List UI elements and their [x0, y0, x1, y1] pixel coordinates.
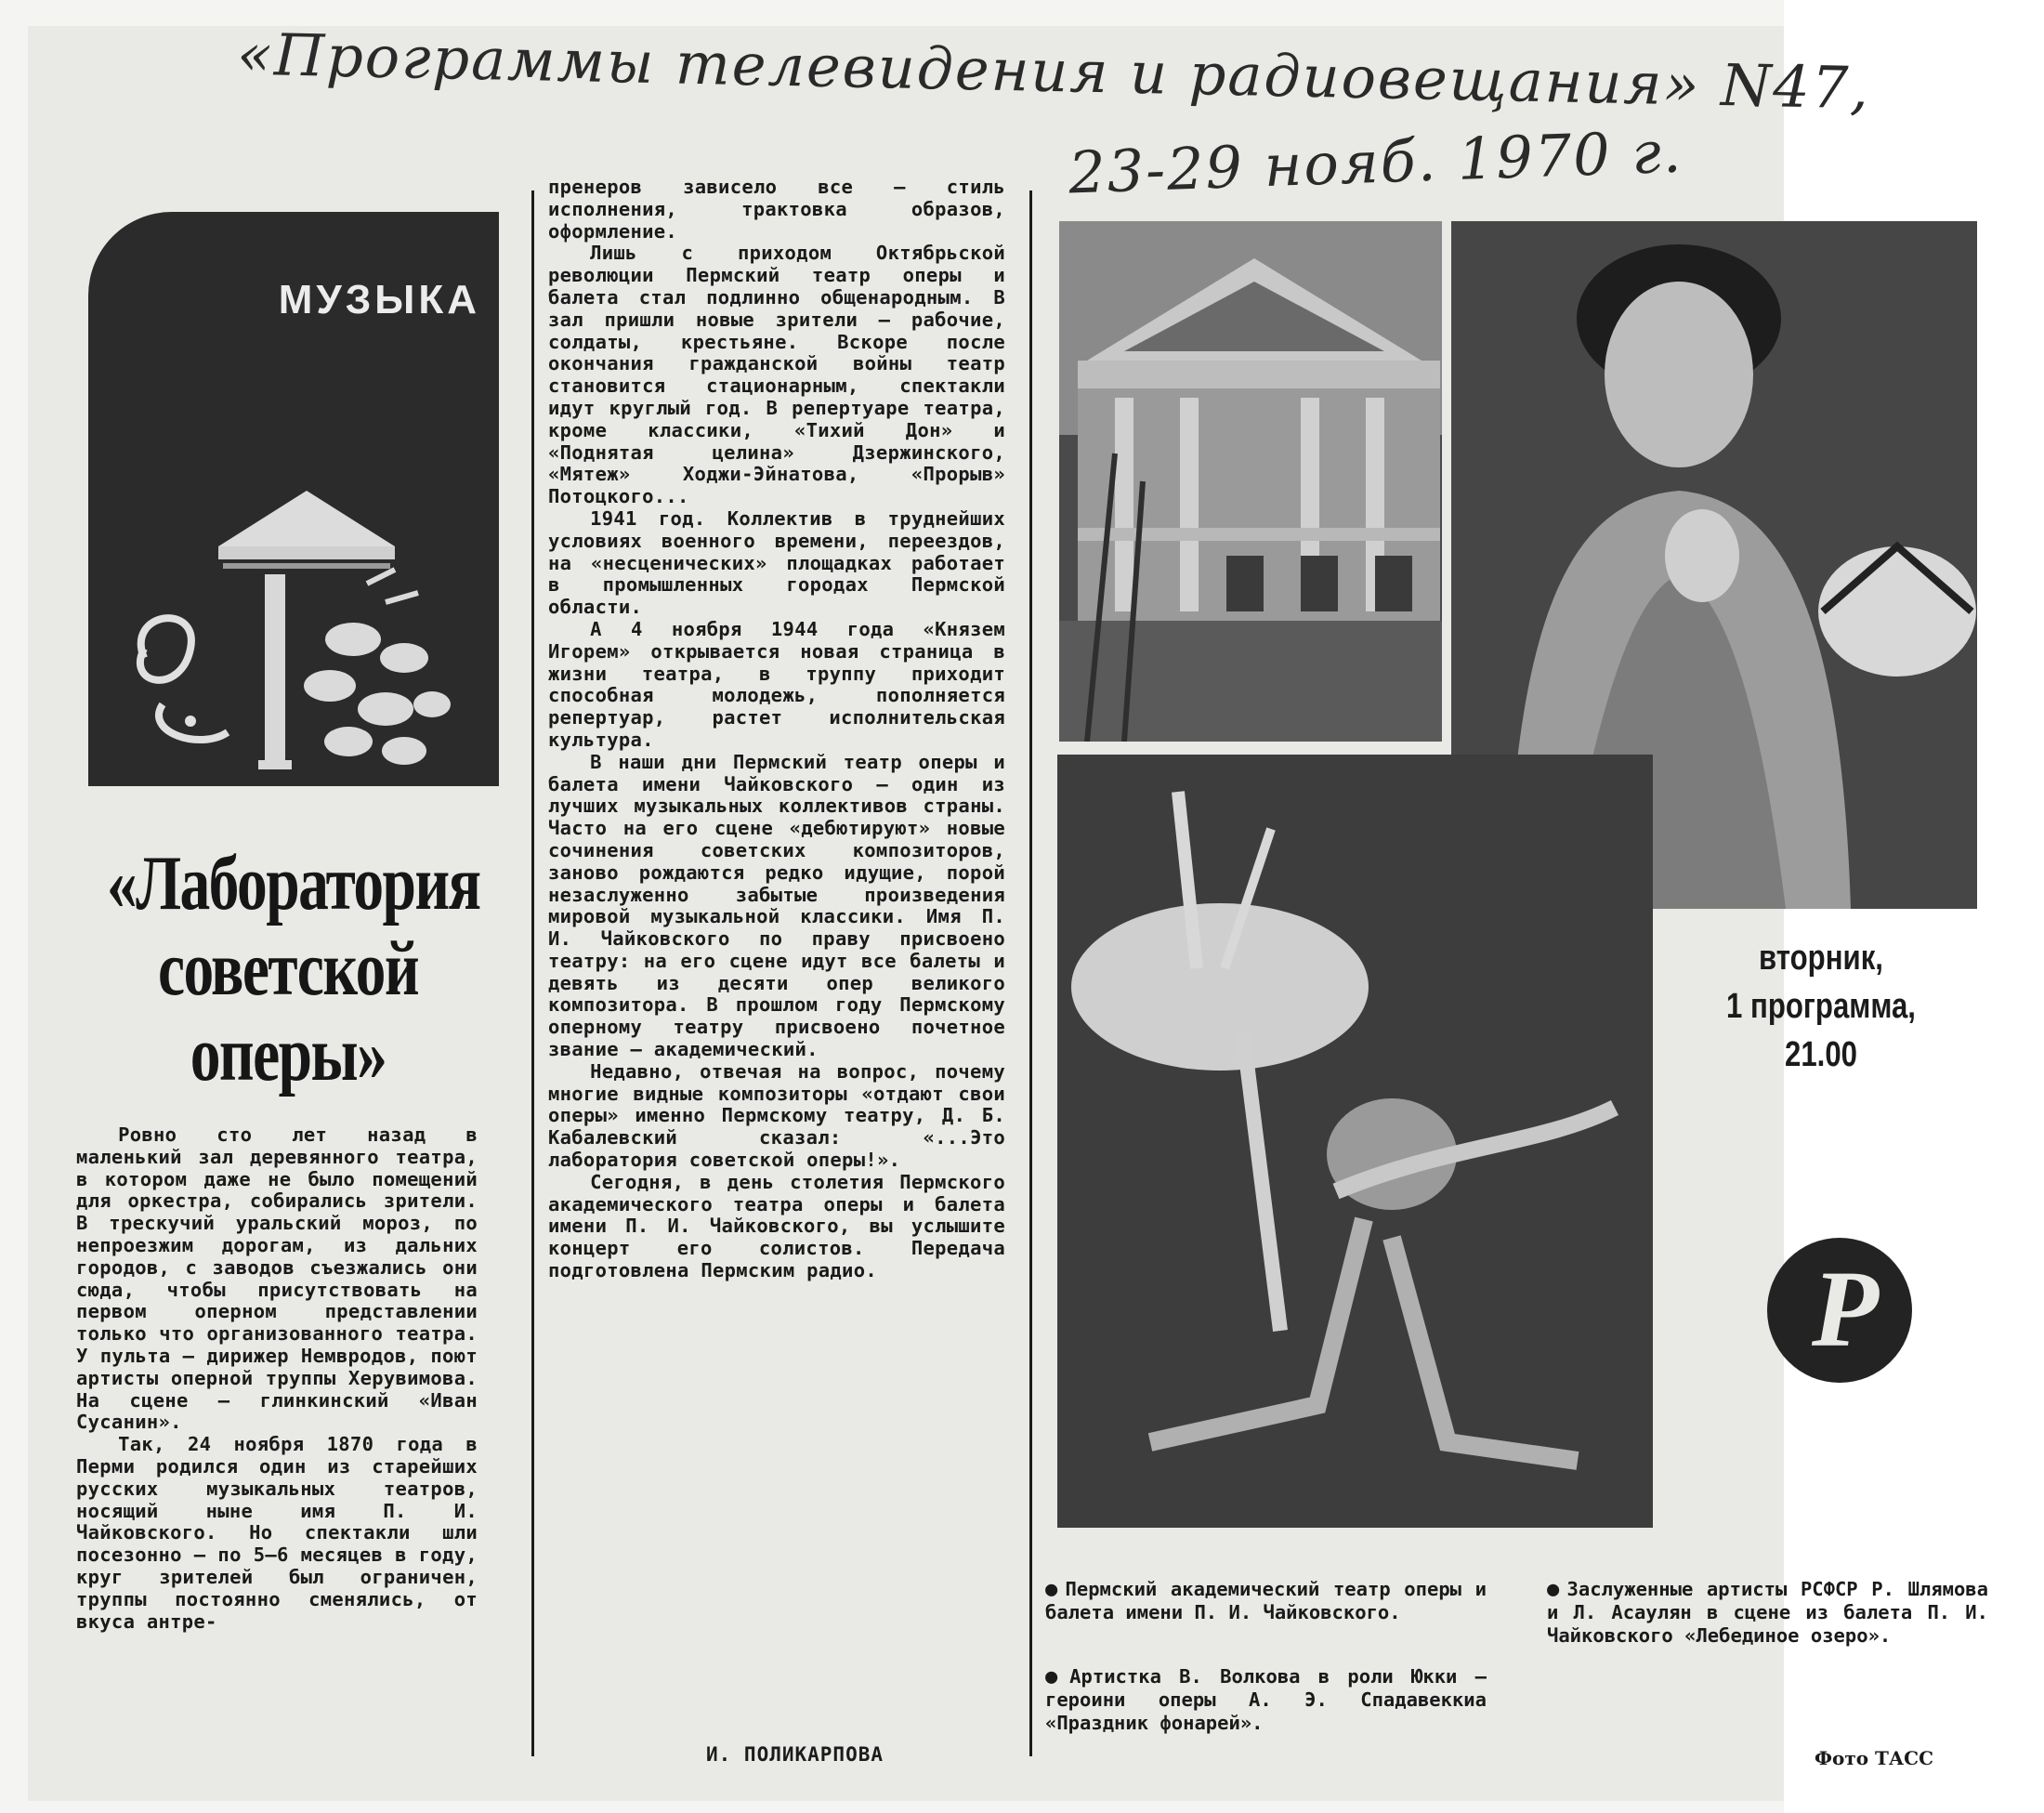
photo-theatre-building: [1059, 221, 1442, 742]
paragraph: 1941 год. Коллектив в труднейших условиях военного времени, переездов, на «несценических» площадках работает в промышленных городах Пермской области.: [548, 506, 1005, 619]
article-headline: «Лаборатория советской оперы»: [107, 840, 480, 1097]
handwritten-date-line: 23-29 нояб. 1970 г.: [1067, 117, 1684, 207]
photo-ballet-scene: [1057, 755, 1653, 1528]
paragraph: Так, 24 ноября 1870 года в Перми родился один из старейших русских музыкальных театров, носящий ныне имя П. И. Чайковского. Но спектакли шли посезонно — по 5—6 месяцев в году, круг зрителей был ограничен, труппы постоянно сменялись, от вкуса антре-: [76, 1433, 478, 1633]
caption-text: Пермский академический театр оперы и балета имени П. И. Чайковского.: [1045, 1578, 1487, 1623]
caption-ballet: [1547, 1578, 1988, 1648]
rubric-title: МУЗЫКА: [278, 277, 480, 322]
photo-credit: Фото ТАСС: [1815, 1747, 1934, 1769]
bullet-icon: ●: [1547, 1578, 1562, 1601]
article-column-1: [76, 1124, 478, 1633]
radio-logo-icon: [1765, 1236, 1914, 1385]
paragraph: Недавно, отвечая на вопрос, почему многие видные композиторы «отдают свои оперы» именно Пермскому театру, Д. Б. Кабалевский сказал: «...Это лаборатория советской оперы!».: [548, 1059, 1005, 1172]
paragraph: А 4 ноября 1944 года «Князем Игорем» открывается новая страница в жизни театра, в труппу приходит способная молодежь, пополняется репертуар, растет исполнительская культура.: [548, 617, 1005, 751]
broadcast-day: вторник,: [1759, 939, 1883, 978]
broadcast-time: 21.00: [1785, 1035, 1857, 1074]
broadcast-channel: 1 программа,: [1726, 987, 1916, 1026]
radio-logo-letter: Р: [1812, 1248, 1880, 1370]
column-rule-left: [531, 190, 534, 1756]
bullet-icon: ●: [1045, 1665, 1065, 1688]
caption-text: Заслуженные артисты РСФСР Р. Шлямова и Л. Асаулян в сцене из балета П. И. Чайковского «Лебединое озеро».: [1547, 1578, 1988, 1647]
bullet-icon: ●: [1045, 1578, 1060, 1601]
caption-text: Артистка В. Волкова в роли Юкки — героини оперы А. Э. Спадавеккиа «Праздник фонарей».: [1045, 1665, 1487, 1734]
music-rubric-logo: [88, 212, 499, 786]
article-column-2: [548, 177, 1005, 1282]
column-rule-middle: [1029, 190, 1032, 1756]
caption-theatre: [1045, 1578, 1487, 1624]
broadcast-schedule: [1692, 934, 1951, 1079]
paragraph: Лишь с приходом Октябрьской революции Пермский театр оперы и балета стал подлинно общенародным. В зал пришли новые зрители — рабочие, солдаты, крестьяне. Вскоре после окончания гражданской войны театр становится стационарным, спектакли идут круглый год. В репертуаре театра, кроме классики, «Тихий Дон» и «Поднятая целина» Дзержинского, «Мятеж» Ходжи-Эйнатова, «Прорыв» Потоцкого...: [548, 242, 1005, 508]
author-signature: И. ПОЛИКАРПОВА: [706, 1743, 884, 1766]
caption-singer: [1045, 1665, 1487, 1735]
paragraph: Ровно сто лет назад в маленький зал деревянного театра, в котором даже не было помещений для оркестра, собирались зрители. В трескучий уральский мороз, по непроезжим дорогам, из дальних городов, с заводов съезжались они сюда, чтобы присутствовать на первом оперном представлении только что организованного театра. У пульта — дирижер Немвродов, поют артисты оперной труппы Херувимова. На сцене — глинкинский «Иван Сусанин».: [76, 1123, 478, 1434]
paragraph: Сегодня, в день столетия Пермского академического театра оперы и балета имени П. И. Чайковского, вы услышите концерт его солистов. Передача подготовлена Пермским радио.: [548, 1170, 1005, 1282]
handwritten-source-line: «Программы телевидения и радиовещания» N47,: [236, 20, 1871, 123]
paragraph: пренеров зависело все — стиль исполнения, трактовка образов, оформление.: [548, 176, 1005, 243]
paragraph: В наши дни Пермский театр оперы и балета имени Чайковского — один из лучших музыкальных коллективов страны. Часто на его сцене «дебютируют» новые сочинения советских композиторов, заново рождаются редко идущие, порой незаслуженно забытые произведения мировой музыкальной классики. Имя П. И. Чайковского по праву присвоено театру: на его сцене идут все балеты и девять из десяти опер великого композитора. В прошлом году Пермскому оперному театру присвоено почетное звание — академический.: [548, 750, 1005, 1061]
